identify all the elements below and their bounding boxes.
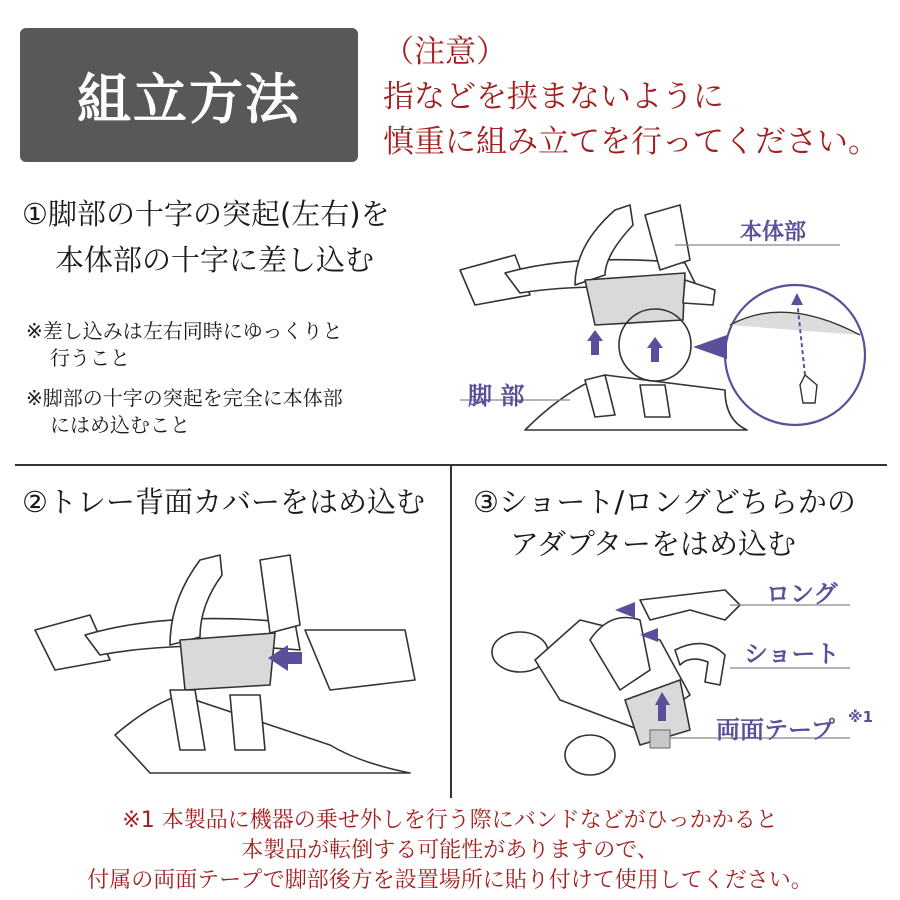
step1-heading-line-1: ①脚部の十字の突起(左右)を <box>22 197 390 231</box>
caution-line-2: 指などを挟まないように <box>383 79 724 115</box>
title-box <box>20 28 358 162</box>
step2-heading: ②トレー背面カバーをはめ込む <box>22 485 425 519</box>
label-tape-note: ※1 <box>848 708 874 726</box>
label-long: ロング <box>766 580 838 608</box>
label-tape: 両面テープ <box>716 716 835 744</box>
divider-vertical <box>450 466 452 798</box>
label-short: ショート <box>744 640 840 668</box>
footer-line-2: 本製品が転倒する可能性がありますので、 <box>241 838 659 863</box>
page-title: 組立方法 <box>77 67 301 131</box>
caution-text <box>383 30 879 165</box>
step2-illustration <box>30 545 445 780</box>
caution-line-3: 慎重に組み立てを行ってください。 <box>383 124 879 160</box>
step1-note-2-cont: にはめ込むこと <box>50 413 190 437</box>
footer-line-1: ※1 本製品に機器の乗せ外しを行う際にバンドなどがひっかかると <box>122 808 778 833</box>
step1-note-1: ※差し込みは左右同時にゆっくりと <box>26 319 343 343</box>
label-body: 本体部 <box>740 220 807 245</box>
caution-line-1: （注意） <box>383 34 507 70</box>
step1-note-2: ※脚部の十字の突起を完全に本体部 <box>26 386 343 410</box>
footer-line-3: 付属の両面テープで脚部後方を設置場所に貼り付けて使用してください。 <box>87 868 813 893</box>
step1-note-1-cont: 行うこと <box>50 346 130 370</box>
step3-heading-line-2: アダプターをはめ込む <box>510 527 796 561</box>
step3-heading-line-1: ③ショート/ロングどちらかの <box>473 485 856 519</box>
footer-note <box>0 806 900 896</box>
step1-heading-line-2: 本体部の十字に差し込む <box>55 243 375 277</box>
step1-illustration <box>455 185 885 455</box>
step3-illustration <box>490 580 885 790</box>
label-leg: 脚 部 <box>468 382 525 410</box>
